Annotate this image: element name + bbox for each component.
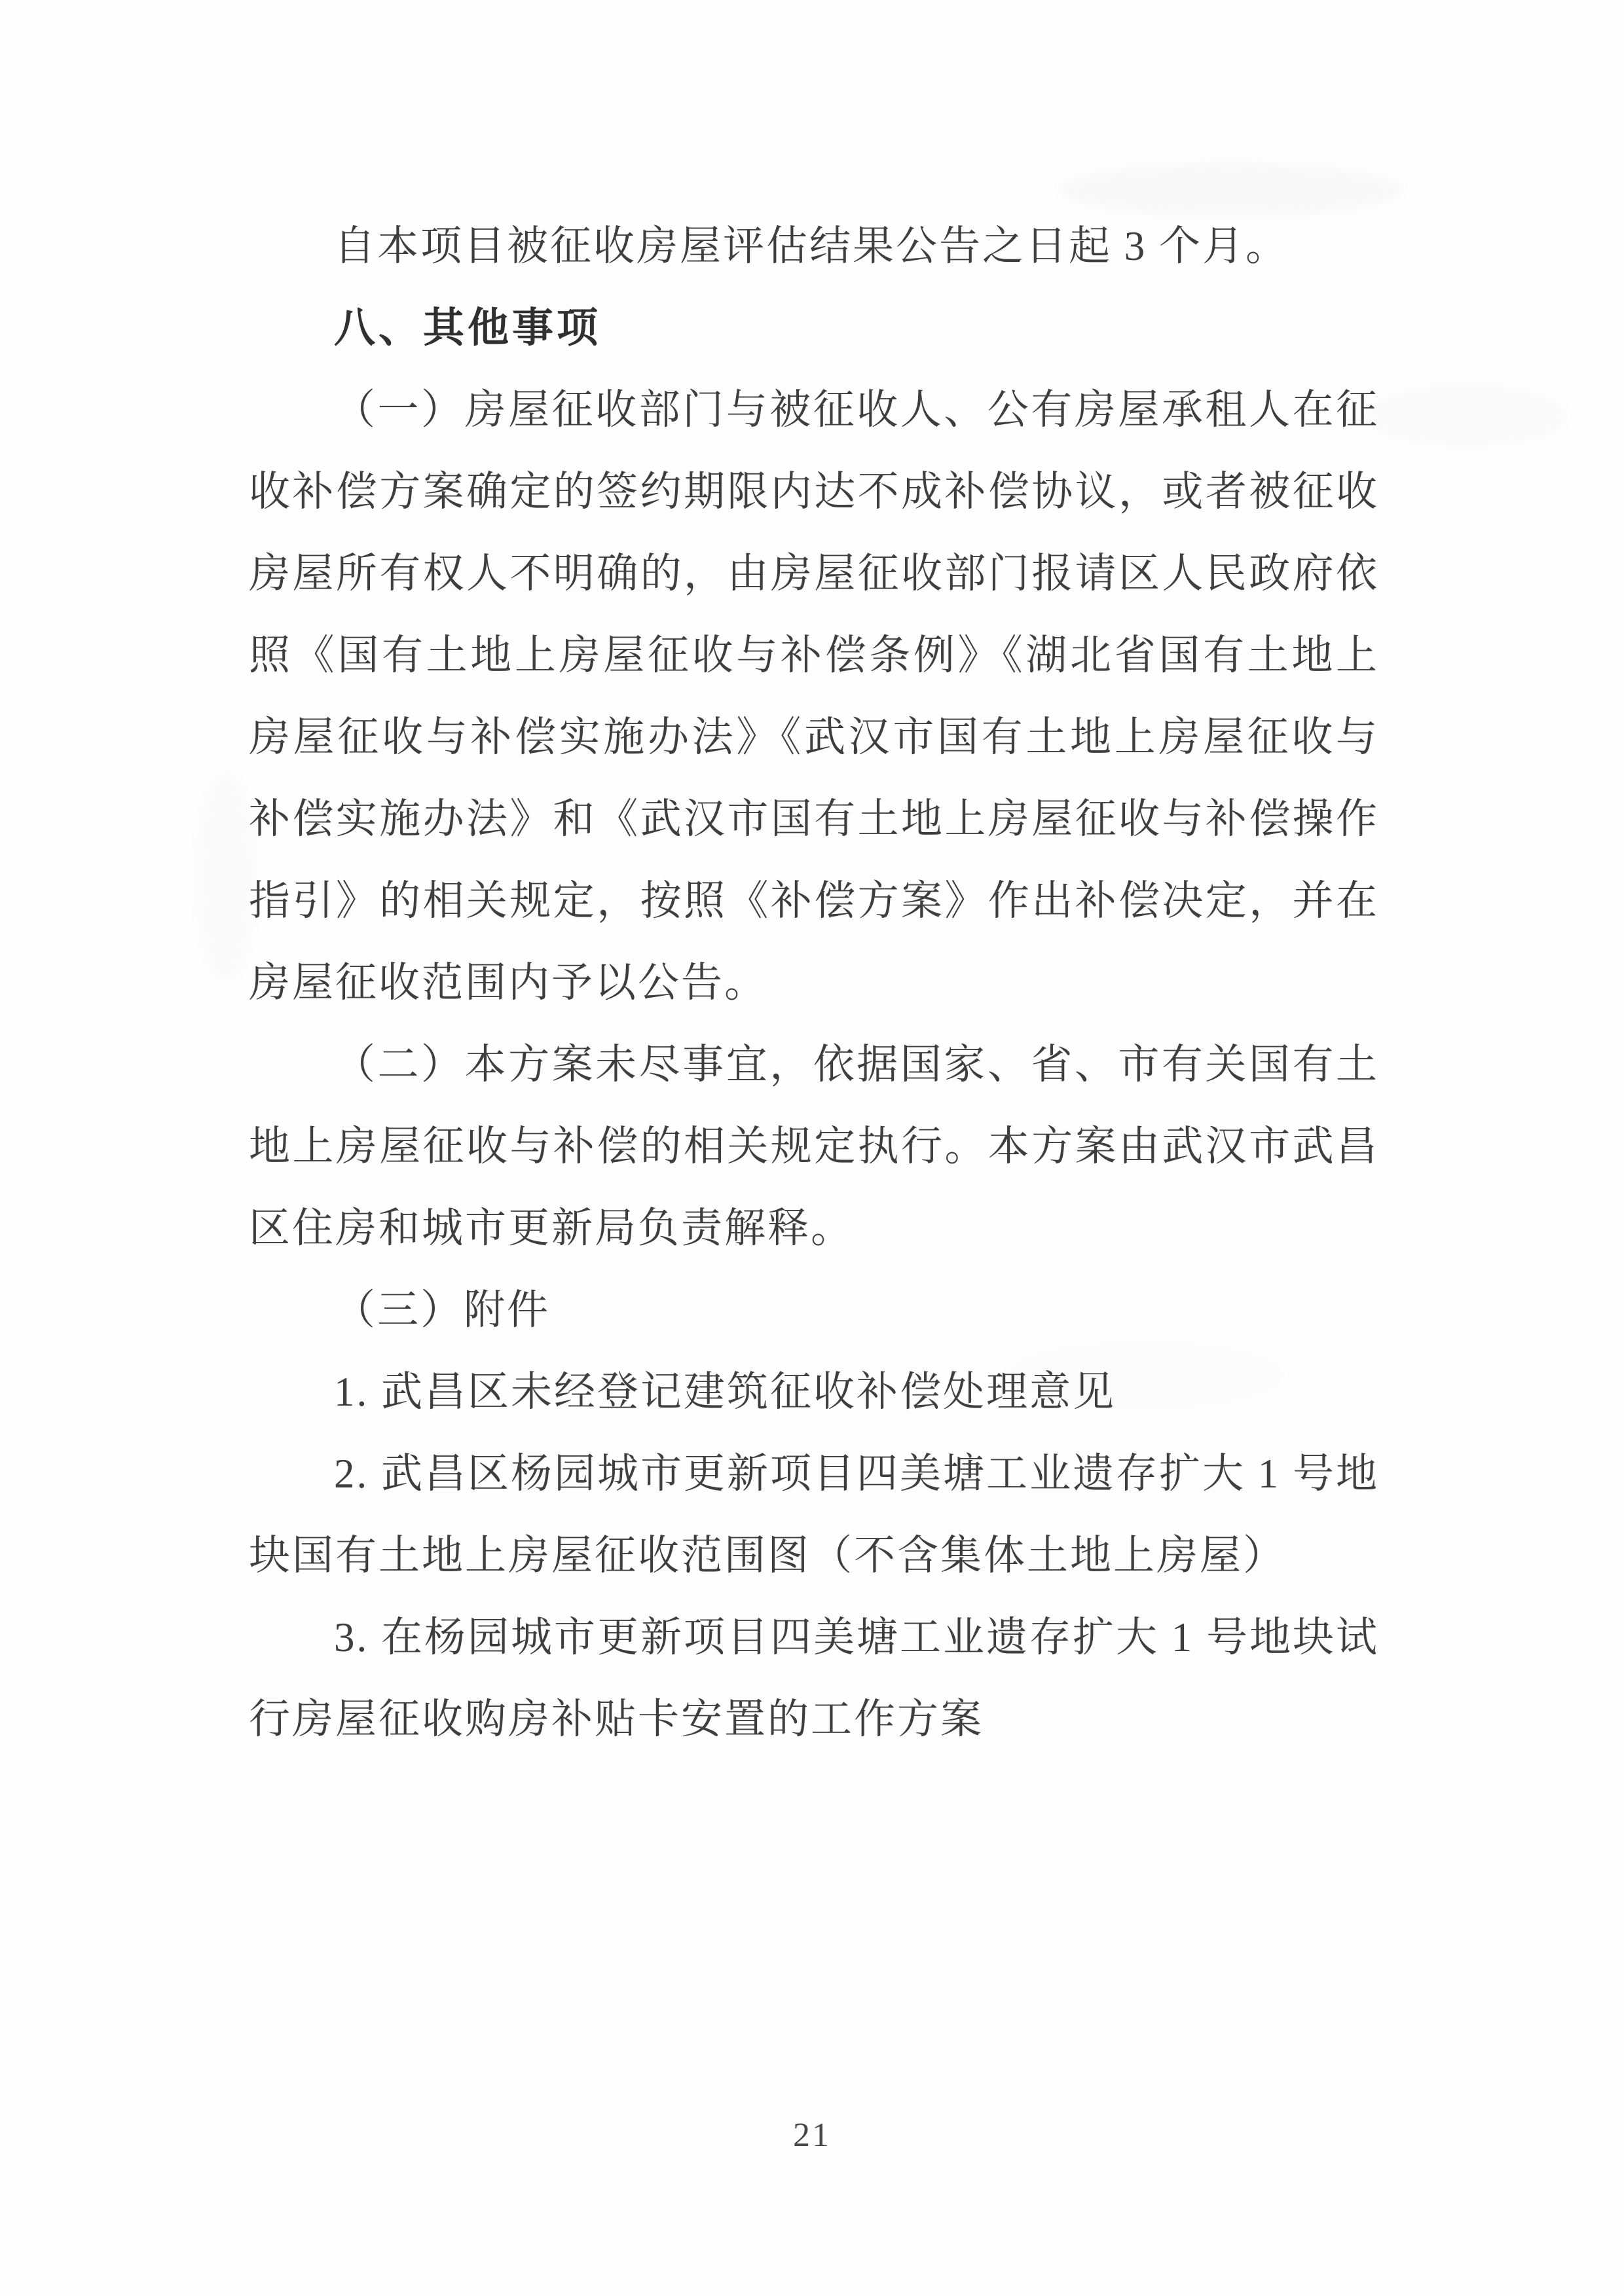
paragraph-line: （二）本方案未尽事宜，依据国家、省、市有关国有土 xyxy=(334,1042,1379,1087)
paragraph-line: 地上房屋征收与补偿的相关规定执行。本方案由武汉市武昌 xyxy=(249,1123,1379,1169)
paragraph-line: 照《国有土地上房屋征收与补偿条例》《湖北省国有土地上 xyxy=(249,632,1379,678)
scan-smudge xyxy=(1369,386,1565,445)
paragraph-line: （一）房屋征收部门与被征收人、公有房屋承租人在征 xyxy=(334,387,1379,433)
scan-smudge xyxy=(196,773,255,982)
section-heading: 八、其他事项 xyxy=(334,305,601,351)
paragraph-line: 指引》的相关规定，按照《补偿方案》作出补偿决定，并在 xyxy=(249,878,1379,924)
attachment-item: 行房屋征收购房补贴卡安置的工作方案 xyxy=(249,1696,984,1742)
attachment-item: 1. 武昌区未经登记建筑征收补偿处理意见 xyxy=(334,1369,1116,1415)
paragraph-line: 区住房和城市更新局负责解释。 xyxy=(249,1205,854,1251)
paragraph-line: 自本项目被征收房屋评估结果公告之日起 3 个月。 xyxy=(334,223,1289,269)
attachment-item: 2. 武昌区杨园城市更新项目四美塘工业遗存扩大 1 号地 xyxy=(334,1451,1379,1497)
paragraph-line: 房屋征收与补偿实施办法》《武汉市国有土地上房屋征收与 xyxy=(249,714,1379,760)
paragraph-line: 收补偿方案确定的签约期限内达不成补偿协议，或者被征收 xyxy=(249,469,1379,515)
paragraph-line: （三）附件 xyxy=(334,1287,550,1333)
attachment-item: 3. 在杨园城市更新项目四美塘工业遗存扩大 1 号地块试 xyxy=(334,1614,1379,1660)
document-body xyxy=(249,206,1379,1760)
paragraph-line: 房屋所有权人不明确的，由房屋征收部门报请区人民政府依 xyxy=(249,551,1379,596)
paragraph-line: 房屋征收范围内予以公告。 xyxy=(249,960,767,1006)
attachment-item: 块国有土地上房屋征收范围图（不含集体土地上房屋） xyxy=(249,1533,1286,1578)
paragraph-line: 补偿实施办法》和《武汉市国有土地上房屋征收与补偿操作 xyxy=(249,796,1379,842)
page-number: 21 xyxy=(793,2117,831,2154)
